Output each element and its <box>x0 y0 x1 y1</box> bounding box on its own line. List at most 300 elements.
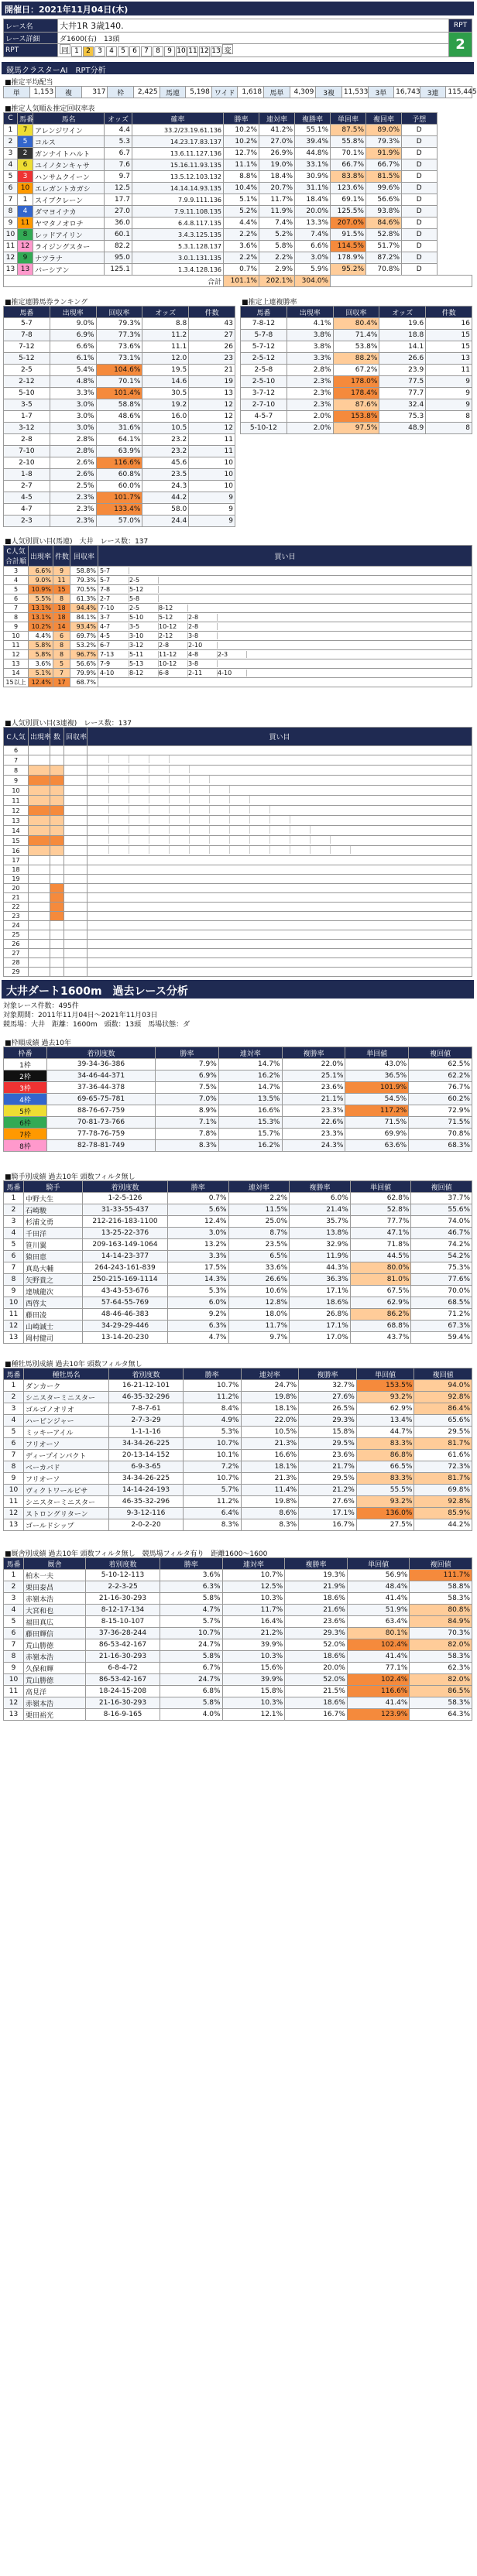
pop2-cell <box>64 766 88 776</box>
stat-cell: 39-34-36-386 <box>47 1059 156 1070</box>
pop2-rank: 27 <box>4 949 29 958</box>
stat-cell: 14.7% <box>218 1059 282 1070</box>
rank-cell: 30.9% <box>295 171 331 183</box>
pop-return: 68.7% <box>70 678 98 687</box>
rank-cell: ダマヨイナカ <box>33 206 105 218</box>
rank-cell: 9 <box>4 218 18 229</box>
stat-cell: 12 <box>4 1508 24 1519</box>
rank-cell: D <box>402 159 438 171</box>
pop2-bet <box>109 786 129 793</box>
stat-cell: 24.7% <box>241 1380 299 1392</box>
stat-row <box>4 1193 472 1204</box>
stat-cell: 20.0% <box>285 1663 348 1674</box>
combo-cell: 5-7-12 <box>241 341 287 353</box>
stat-cell: 8.9% <box>156 1105 219 1117</box>
combo-cell: 2.8% <box>50 446 96 457</box>
pop2-bet <box>129 826 149 834</box>
stat-cell: 6.0% <box>168 1297 229 1309</box>
jockey-table <box>3 1180 472 1344</box>
course-meta-line: 競馬場：大井 距離：1600m 頭数：13頭 馬場状態：ダ <box>3 1021 190 1029</box>
pop-bet: 5-12 <box>129 586 159 593</box>
rank-cell: 5.8% <box>259 241 295 252</box>
stat-cell: 11.5% <box>228 1204 290 1216</box>
stat-cell: 5 <box>4 1239 24 1251</box>
stat-cell: 11 <box>4 1496 24 1508</box>
rank-row <box>4 183 472 194</box>
stat-cell: 10.7% <box>160 1628 223 1639</box>
stat-cell: 34-34-26-225 <box>109 1438 184 1450</box>
stat-cell: 12.5% <box>222 1581 285 1593</box>
pop2-bet <box>250 836 270 844</box>
stat-row <box>4 1286 472 1297</box>
pop2-rank: 24 <box>4 921 29 930</box>
pop2-bet <box>210 806 230 814</box>
pop2-bet <box>210 786 230 793</box>
stat-cell: 6 <box>4 1251 24 1262</box>
combo-col-header: 馬番 <box>4 307 50 318</box>
stat-cell: 7.5% <box>156 1082 219 1094</box>
stat-row <box>4 1309 472 1321</box>
analysis-title <box>2 62 474 74</box>
stat-cell: 9 <box>4 1286 24 1297</box>
stat-cell: 15.6% <box>222 1663 285 1674</box>
pop2-cell <box>29 875 50 884</box>
pop2-bet <box>109 836 129 844</box>
stat-cell: 17.5% <box>168 1262 229 1274</box>
rank-cell: 55.1% <box>295 125 331 136</box>
combo-cell: 53.8% <box>333 341 379 353</box>
combo-cell: 3.3% <box>287 353 333 365</box>
rank-cell: 82.2 <box>105 241 132 252</box>
pop-bet: 3-8 <box>188 660 218 667</box>
stat-cell: 23.3% <box>282 1105 345 1117</box>
stat-cell: 6.8% <box>160 1686 223 1697</box>
avg-value: 11,533 <box>341 87 368 98</box>
pop-bet: 2-3 <box>218 651 247 658</box>
pop2-row <box>4 856 472 865</box>
combo-cell: 5-12 <box>4 353 50 365</box>
stat-cell: 猿田恵 <box>24 1251 83 1262</box>
stat-cell: 88-76-67-759 <box>47 1105 156 1117</box>
stat-cell: 17.0% <box>290 1332 351 1344</box>
rank-cell: 2 <box>18 148 33 159</box>
combo-col-header: 馬番 <box>241 307 287 318</box>
stat-cell: 92.8% <box>414 1392 472 1403</box>
combo-cell: 9 <box>189 504 235 516</box>
pop2-bet <box>170 796 190 803</box>
pop2-bet <box>250 816 270 824</box>
pop2-bets <box>88 836 472 846</box>
stat-cell: 1 <box>4 1380 24 1392</box>
pop2-cell <box>50 776 64 786</box>
stat-cell: 赤嶺本浩 <box>24 1593 86 1605</box>
pop2-bet <box>129 836 149 844</box>
rank-cell: ハンサムクイーン <box>33 171 105 183</box>
stat-row <box>4 1380 472 1392</box>
stat-cell: 34-29-29-446 <box>83 1321 168 1332</box>
stat-cell: 7 <box>4 1262 24 1274</box>
rank-cell: 27.0% <box>259 136 295 148</box>
stat-row <box>4 1519 472 1531</box>
combo-cell: 2.5% <box>50 481 96 492</box>
stat-col-header: 厩舎 <box>24 1558 86 1570</box>
stat-cell: 10.7% <box>184 1438 242 1450</box>
stat-col-header: 勝率 <box>184 1368 242 1380</box>
rank-cell: 2 <box>4 136 18 148</box>
stat-cell: 34-34-26-225 <box>109 1473 184 1485</box>
rank-title: ■推定人気順＆推定回収率表 <box>5 105 95 113</box>
pop-bets <box>98 678 472 687</box>
pop2-row <box>4 786 472 796</box>
pop-bet: 3-7 <box>100 614 129 621</box>
stat-col-header: 着別度数 <box>86 1558 160 1570</box>
pop2-cell <box>29 958 50 968</box>
stat-cell: 34-46-44-371 <box>47 1070 156 1082</box>
rank-cell: 51.7% <box>366 241 402 252</box>
combo-cell: 3.3% <box>50 388 96 399</box>
rank-cell: 18.4% <box>295 194 331 206</box>
stat-cell: 72.3% <box>414 1461 472 1473</box>
combo-cell: 64.1% <box>96 434 142 446</box>
pop2-bets <box>88 755 472 766</box>
combo-cell: 2-12 <box>4 376 50 388</box>
stat-cell: 67.3% <box>411 1321 472 1332</box>
rank-cell: 4 <box>4 159 18 171</box>
stat-cell: 6.0% <box>290 1193 351 1204</box>
stat-cell: 39.9% <box>222 1674 285 1686</box>
pop2-rank: 22 <box>4 903 29 912</box>
pop2-cell <box>50 755 64 766</box>
rank-cell: 41.2% <box>259 125 295 136</box>
stat-row <box>4 1663 472 1674</box>
combo-cell: 3.0% <box>50 399 96 411</box>
stat-cell: 62.8% <box>350 1193 411 1204</box>
pop2-bet <box>230 816 250 824</box>
stat-cell: 千田洋 <box>24 1228 83 1239</box>
stat-cell: 1 <box>4 1193 24 1204</box>
stat-col-header: 複回値 <box>409 1047 472 1059</box>
rank-row <box>4 252 472 264</box>
pop-rate: 13.1% <box>29 604 53 613</box>
combo-row <box>241 365 472 376</box>
race-heads: 13頭 <box>103 35 120 43</box>
stat-cell: ベーカバド <box>24 1461 109 1473</box>
pop-count: 9 <box>53 567 70 576</box>
pop2-row <box>4 921 472 930</box>
stat-cell: 86.4% <box>414 1403 472 1415</box>
combo-cell: 16 <box>426 318 472 330</box>
stat-cell: 8.6% <box>241 1508 299 1519</box>
rpt-cell: 5 <box>118 46 129 57</box>
rank-col-header: 確率 <box>132 113 224 125</box>
avg-value: 16,743 <box>394 87 420 98</box>
pop-bet: 7-8 <box>100 586 129 593</box>
pop-rank: 9 <box>4 622 29 632</box>
pop2-cell <box>29 806 50 816</box>
pop2-cell <box>64 755 88 766</box>
pop-return: 96.7% <box>70 650 98 659</box>
stat-cell: 54.2% <box>411 1251 472 1262</box>
rpt-cell: 変 <box>222 44 233 54</box>
stat-row <box>4 1674 472 1686</box>
stat-cell: 18.6% <box>285 1697 348 1709</box>
pop-bets <box>98 594 472 604</box>
stat-cell: 23.5% <box>228 1239 290 1251</box>
stat-col-header: 着別度数 <box>47 1047 156 1059</box>
rank-cell: 87.2% <box>366 252 402 264</box>
pop-count: 17 <box>53 678 70 687</box>
stat-cell: 21.7% <box>299 1461 357 1473</box>
stat-cell: 43-43-53-676 <box>83 1286 168 1297</box>
pop2-rank: 26 <box>4 940 29 949</box>
rank-cell: 2.2% <box>224 252 259 264</box>
stat-cell: 福田真広 <box>24 1616 86 1628</box>
stat-row <box>4 1461 472 1473</box>
combo-cell: 19 <box>189 376 235 388</box>
combo-row <box>241 341 472 353</box>
stat-cell: 16-21-12-101 <box>109 1380 184 1392</box>
combo-row <box>4 411 235 423</box>
rank-cell: D <box>402 252 438 264</box>
combo-row <box>241 411 472 423</box>
rank-cell: 3.6% <box>224 241 259 252</box>
rank-cell: 125.5% <box>331 206 366 218</box>
analysis-title-text: 競馬クラスターAI RPT分析 <box>6 67 106 75</box>
trainer-table <box>3 1557 472 1721</box>
stat-cell: 高見洋 <box>24 1686 86 1697</box>
stat-cell: 62.2% <box>409 1070 472 1082</box>
pop2-rank: 15 <box>4 836 29 846</box>
pop2-cell <box>50 893 64 903</box>
stat-row <box>4 1228 472 1239</box>
stat-cell: ヴィクトワールピサ <box>24 1485 109 1496</box>
combo-cell: 8.8 <box>142 318 189 330</box>
pop-bets <box>98 576 472 585</box>
pop2-cell <box>29 930 50 940</box>
pop2-bets <box>88 893 472 903</box>
pop-rate: 12.4% <box>29 678 53 687</box>
pop2-cell <box>29 949 50 958</box>
rank-cell: 20.7% <box>259 183 295 194</box>
rank-cell: 11 <box>18 218 33 229</box>
stat-cell: 5.7% <box>184 1485 242 1496</box>
combo-row <box>4 434 235 446</box>
stat-col-header: 複回値 <box>414 1368 472 1380</box>
stat-cell: 46.7% <box>411 1228 472 1239</box>
stat-cell: 26.5% <box>299 1403 357 1415</box>
pop2-cell <box>29 816 50 826</box>
pop-rate: 10.9% <box>29 585 53 594</box>
pop2-bets <box>88 826 472 836</box>
stat-cell: 92.8% <box>414 1496 472 1508</box>
combo-cell: 11 <box>189 446 235 457</box>
pop2-bet <box>270 836 290 844</box>
rank-cell: 84.6% <box>366 218 402 229</box>
stat-cell: 2枠 <box>4 1070 47 1082</box>
rank-cell: 3 <box>4 148 18 159</box>
rpt-cell: 7 <box>141 46 152 57</box>
stat-cell: 62.3% <box>410 1663 472 1674</box>
stat-cell: 矢野貴之 <box>24 1274 83 1286</box>
stat-cell: フリオーソ <box>24 1473 109 1485</box>
stat-cell: 74.0% <box>411 1216 472 1228</box>
combo-cell: 14.6 <box>142 376 189 388</box>
combo-cell: 2.6% <box>50 469 96 481</box>
stat-row <box>4 1392 472 1403</box>
stat-row <box>4 1321 472 1332</box>
stat-cell: 77.1% <box>347 1663 410 1674</box>
stat-cell: 70.8% <box>409 1129 472 1140</box>
stat-cell: 18-24-15-208 <box>86 1686 160 1697</box>
pop-return: 61.3% <box>70 594 98 604</box>
stat-cell: 12.1% <box>222 1709 285 1721</box>
stat-row <box>4 1709 472 1721</box>
stat-cell: 11 <box>4 1686 24 1697</box>
stat-cell: 12.4% <box>168 1216 229 1228</box>
pop2-cell <box>64 786 88 796</box>
stat-cell: 8.4% <box>184 1403 242 1415</box>
stat-cell: 31-33-55-437 <box>83 1204 168 1216</box>
stat-col-header: 連対率 <box>241 1368 299 1380</box>
stat-cell: 山崎誠士 <box>24 1321 83 1332</box>
combo-cell: 12 <box>189 423 235 434</box>
pop2-cell <box>64 856 88 865</box>
rank-row <box>4 229 472 241</box>
pop-bet: 6-7 <box>100 642 129 649</box>
race-detail: ダ1600(右) <box>60 35 97 43</box>
combo-cell: 23 <box>189 353 235 365</box>
combo-cell: 2.0% <box>287 423 333 434</box>
pop2-cell <box>64 921 88 930</box>
pop2-cell <box>29 826 50 836</box>
pop2-cell <box>64 903 88 912</box>
combo-cell: 3-5 <box>4 399 50 411</box>
stat-cell: 102.4% <box>347 1639 410 1651</box>
pop2-bet <box>89 826 109 834</box>
course-meta <box>3 1002 472 1029</box>
rank-cell: 207.0% <box>331 218 366 229</box>
stat-row <box>4 1485 472 1496</box>
stat-cell: 13 <box>4 1332 24 1344</box>
stat-cell: 19.3% <box>285 1570 348 1581</box>
stat-cell: 4.7% <box>168 1332 229 1344</box>
pop2-row <box>4 746 472 755</box>
combo-row <box>241 318 472 330</box>
rpt-cell: 6 <box>129 46 140 57</box>
stat-cell: 69.9% <box>345 1129 409 1140</box>
stat-cell: 86.5% <box>410 1686 472 1697</box>
pop-bets <box>98 585 472 594</box>
stat-cell: 21-16-30-293 <box>86 1697 160 1709</box>
stat-cell: 荒山勝徳 <box>24 1674 86 1686</box>
combo-cell: 60.8% <box>96 469 142 481</box>
pop2-bet <box>230 796 250 803</box>
race-name-label: レース名 <box>4 19 58 33</box>
combo-cell: 60.0% <box>96 481 142 492</box>
stat-cell: 70.0% <box>411 1286 472 1297</box>
pop-return: 53.2% <box>70 641 98 650</box>
pop2-rank: 23 <box>4 912 29 921</box>
pop2-bet <box>109 766 129 773</box>
stat-col-header: 複回値 <box>410 1558 472 1570</box>
pop-bet: 2-5 <box>129 605 159 611</box>
pop-row <box>4 650 472 659</box>
stat-cell: 赤嶺本浩 <box>24 1697 86 1709</box>
stat-cell: 8.3% <box>241 1519 299 1531</box>
stat-cell: 29.5% <box>299 1473 357 1485</box>
rank-cell: 93.8% <box>366 206 402 218</box>
avg-value: 1,618 <box>238 87 264 98</box>
rank-cell: ライジングスター <box>33 241 105 252</box>
stat-cell: シニスターミニスター <box>24 1496 109 1508</box>
pop2-cell <box>50 921 64 930</box>
rank-cell: 1.3.4.128.136 <box>132 264 224 276</box>
stat-cell: 35.7% <box>290 1216 351 1228</box>
pop2-cell <box>50 865 64 875</box>
stat-cell: 14-14-23-377 <box>83 1251 168 1262</box>
stat-cell: 3.6% <box>160 1570 223 1581</box>
stat-cell: 58.3% <box>410 1697 472 1709</box>
stat-cell: 13.2% <box>168 1239 229 1251</box>
stat-row <box>4 1082 472 1094</box>
combo-cell: 73.6% <box>96 341 142 353</box>
rank-cell: バーシアン <box>33 264 105 276</box>
pop-bets <box>98 604 472 613</box>
stat-cell: 136.0% <box>356 1508 414 1519</box>
rank-cell: 8 <box>18 229 33 241</box>
rank-cell: D <box>402 241 438 252</box>
rpt-row-label: RPT <box>4 44 58 57</box>
stat-cell: 77.6% <box>411 1274 472 1286</box>
combo-row <box>4 446 235 457</box>
combo-cell: 77.7 <box>379 388 426 399</box>
pop2-cell <box>50 940 64 949</box>
stat-col-header: 複回値 <box>411 1181 472 1193</box>
combo-cell: 4-5-7 <box>241 411 287 423</box>
pop-col-rate: 出現率 <box>29 546 53 567</box>
stat-cell: 21.2% <box>222 1628 285 1639</box>
stat-row <box>4 1639 472 1651</box>
pop2-bets <box>88 846 472 856</box>
stat-cell: 32.7% <box>299 1380 357 1392</box>
stat-cell: 102.4% <box>347 1674 410 1686</box>
rank-cell: 13.3% <box>295 218 331 229</box>
pop-bet: 4-8 <box>188 651 218 658</box>
rank-cell: 4.4 <box>105 125 132 136</box>
combo-cell: 8 <box>426 423 472 434</box>
stat-cell: 2 <box>4 1581 24 1593</box>
combo-cell: 6.1% <box>50 353 96 365</box>
stat-cell: 14.3% <box>168 1274 229 1286</box>
stat-cell: 16.4% <box>222 1616 285 1628</box>
combo-cell: 2-5-10 <box>241 376 287 388</box>
stat-cell: 55.6% <box>411 1204 472 1216</box>
combo-row <box>4 423 235 434</box>
pop2-rank: 9 <box>4 776 29 786</box>
stat-cell: 2-0-2-20 <box>109 1519 184 1531</box>
stat-col-header: 単回値 <box>345 1047 409 1059</box>
stat-cell: ディープインパクト <box>24 1450 109 1461</box>
stat-cell: 18.6% <box>285 1651 348 1663</box>
pop2-bets <box>88 796 472 806</box>
rpt-cell: 8 <box>153 46 163 57</box>
pop-rate: 4.4% <box>29 632 53 641</box>
pop-return: 79.3% <box>70 576 98 585</box>
stat-cell: 2-7-3-29 <box>109 1415 184 1427</box>
rank-cell: D <box>402 125 438 136</box>
stat-cell: 6.7% <box>160 1663 223 1674</box>
stat-col-header: 複勝率 <box>299 1368 357 1380</box>
